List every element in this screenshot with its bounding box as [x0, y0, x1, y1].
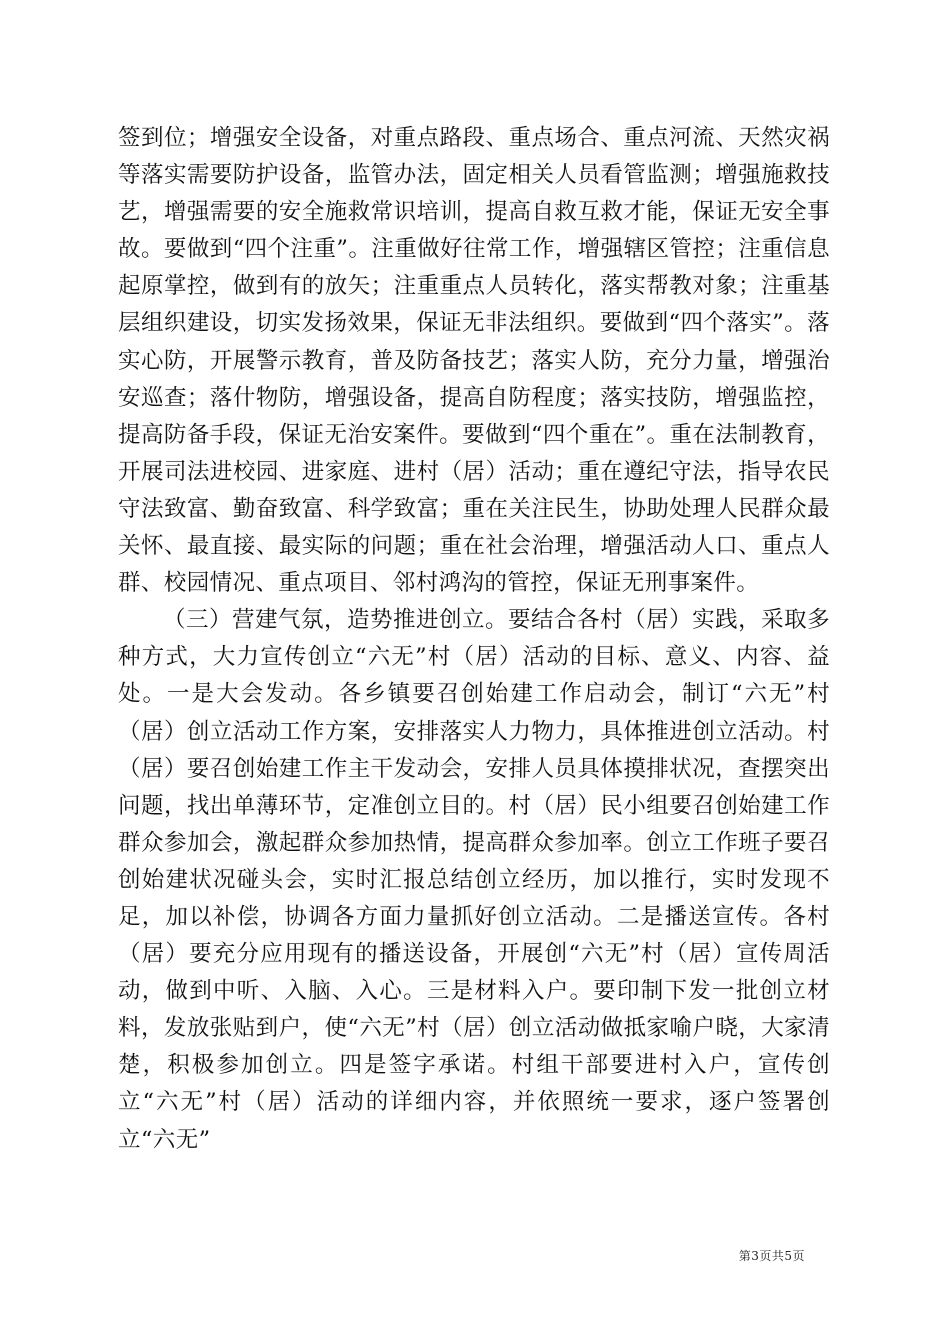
document-body	[118, 120, 830, 1159]
paragraph-1: 签到位；增强安全设备，对重点路段、重点场合、重点河流、天然灾祸等落实需要防护设备，监管办法，固定相关人员看管监测；增强施救技艺，增强需要的安全施救常识培训，提高自救互救才能，保证无安全事故。要做到“四个注重”。注重做好往常工作，增强辖区管控；注重信息起原掌控，做到有的放矢；注重重点人员转化，落实帮教对象；注重基层组织建设，切实发扬效果，保证无非法组织。要做到“四个落实”。落实心防，开展警示教育，普及防备技艺；落实人防，充分力量，增强治安巡查；落什物防，增强设备，提高自防程度；落实技防，增强监控，提高防备手段，保证无治安案件。要做到“四个重在”。重在法制教育，开展司法进校园、进家庭、进村（居）活动；重在遵纪守法，指导农民守法致富、勤奋致富、科学致富；重在关注民生，协助处理人民群众最关怀、最直接、最实际的问题；重在社会治理，增强活动人口、重点人群、校园情况、重点项目、邻村鸿沟的管控，保证无刑事案件。	[118, 125, 830, 597]
page-number: 第3页共5页	[738, 1249, 805, 1263]
paragraph-2: （三）营建气氛，造势推进创立。要结合各村（居）实践，采取多种方式，大力宣传创立“六无”村（居）活动的目标、意义、内容、益处。一是大会发动。各乡镇要召创始建工作启动会，制订“六无”村（居）创立活动工作方案，安排落实人力物力，具体推进创立活动。村（居）要召创始建工作主干发动会，安排人员具体摸排状况，查摆突出问题，找出单薄环节，定准创立目的。村（居）民小组要召创始建工作群众参加会，激起群众参加热情，提高群众参加率。创立工作班子要召创始建状况碰头会，实时汇报总结创立经历，加以推行，实时发现不足，加以补偿，协调各方面力量抓好创立活动。二是播送宣传。各村（居）要充分应用现有的播送设备，开展创“六无”村（居）宣传周活动，做到中听、入脑、入心。三是材料入户。要印制下发一批创立材料，发放张贴到户，使“六无”村（居）创立活动做抵家喻户晓，大家清楚，积极参加创立。四是签字承诺。村组干部要进村入户，宣传创立“六无”村（居）活动的详细内容，并依照统一要求，逐户签署创立“六无”	[118, 607, 830, 1153]
